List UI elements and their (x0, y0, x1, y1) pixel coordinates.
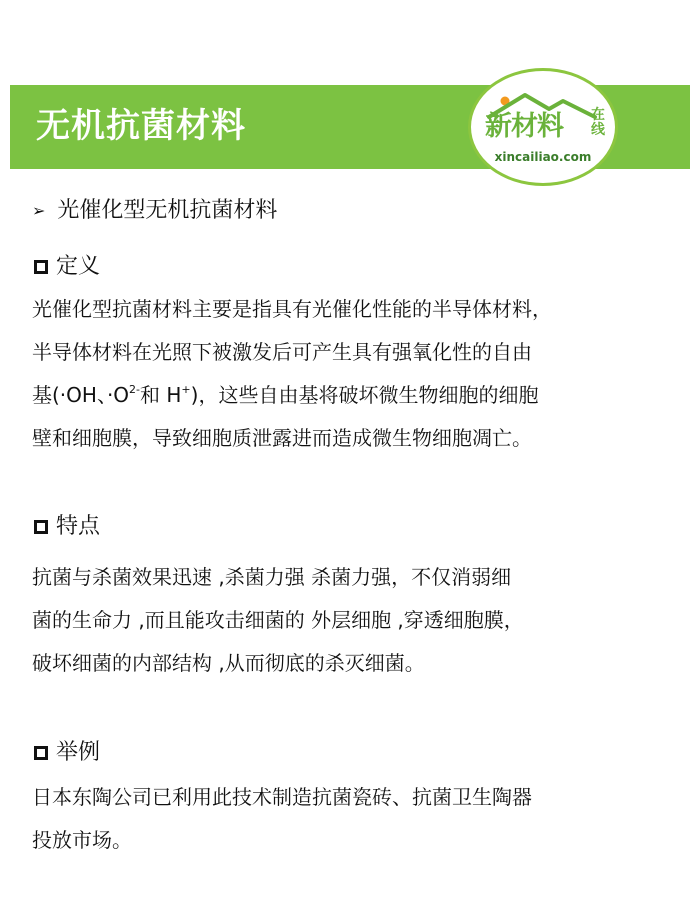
text-segment: 和 H (140, 383, 182, 407)
section-heading-text: 定义 (56, 254, 101, 279)
features-paragraph (32, 556, 662, 685)
text-line (32, 374, 662, 417)
section-heading-features (32, 512, 100, 542)
text-line: 菌的生命力 ,而且能攻击细菌的 外层细胞 ,穿透细胞膜， (32, 608, 524, 632)
definition-paragraph (32, 288, 662, 460)
site-logo[interactable] (468, 68, 618, 186)
text-line: 光催化型抗菌材料主要是指具有光催化性能的半导体材料， (32, 297, 552, 321)
square-bullet-icon (34, 260, 48, 274)
text-segment: 基(·OH、·O (32, 383, 130, 407)
text-line: 抗菌与杀菌效果迅速 ,杀菌力强 杀菌力强，不仅消弱细 (32, 565, 512, 589)
section-heading-text: 特点 (56, 514, 101, 539)
logo-main-text: 新材料 (485, 111, 563, 142)
arrow-bullet-icon: ➢ (32, 201, 46, 220)
text-line: 半导体材料在光照下被激发后可产生具有强氧化性的自由 (32, 340, 532, 364)
text-line: 日本东陶公司已利用此技术制造抗菌瓷砖、抗菌卫生陶器 (32, 785, 532, 809)
text-segment: )，这些自由基将破坏微生物细胞的细胞 (190, 383, 539, 407)
square-bullet-icon (34, 520, 48, 534)
section-heading-definition (32, 252, 100, 282)
square-bullet-icon (34, 746, 48, 760)
superscript: + (181, 383, 191, 397)
text-line: 投放市场。 (32, 828, 132, 852)
section-heading-examples (32, 738, 100, 768)
subtitle (32, 196, 277, 226)
text-line: 壁和细胞膜，导致细胞质泄露进而造成微生物细胞凋亡。 (32, 426, 532, 450)
examples-paragraph (32, 776, 662, 862)
page-title: 无机抗菌材料 (36, 106, 246, 146)
subtitle-text: 光催化型无机抗菌材料 (57, 198, 278, 223)
superscript: 2- (129, 383, 141, 397)
logo-url: xincailiao.com (494, 150, 592, 164)
logo-side-text: 在线 (591, 107, 605, 138)
section-heading-text: 举例 (56, 740, 101, 765)
text-line: 破坏细菌的内部结构 ,从而彻底的杀灭细菌。 (32, 651, 425, 675)
